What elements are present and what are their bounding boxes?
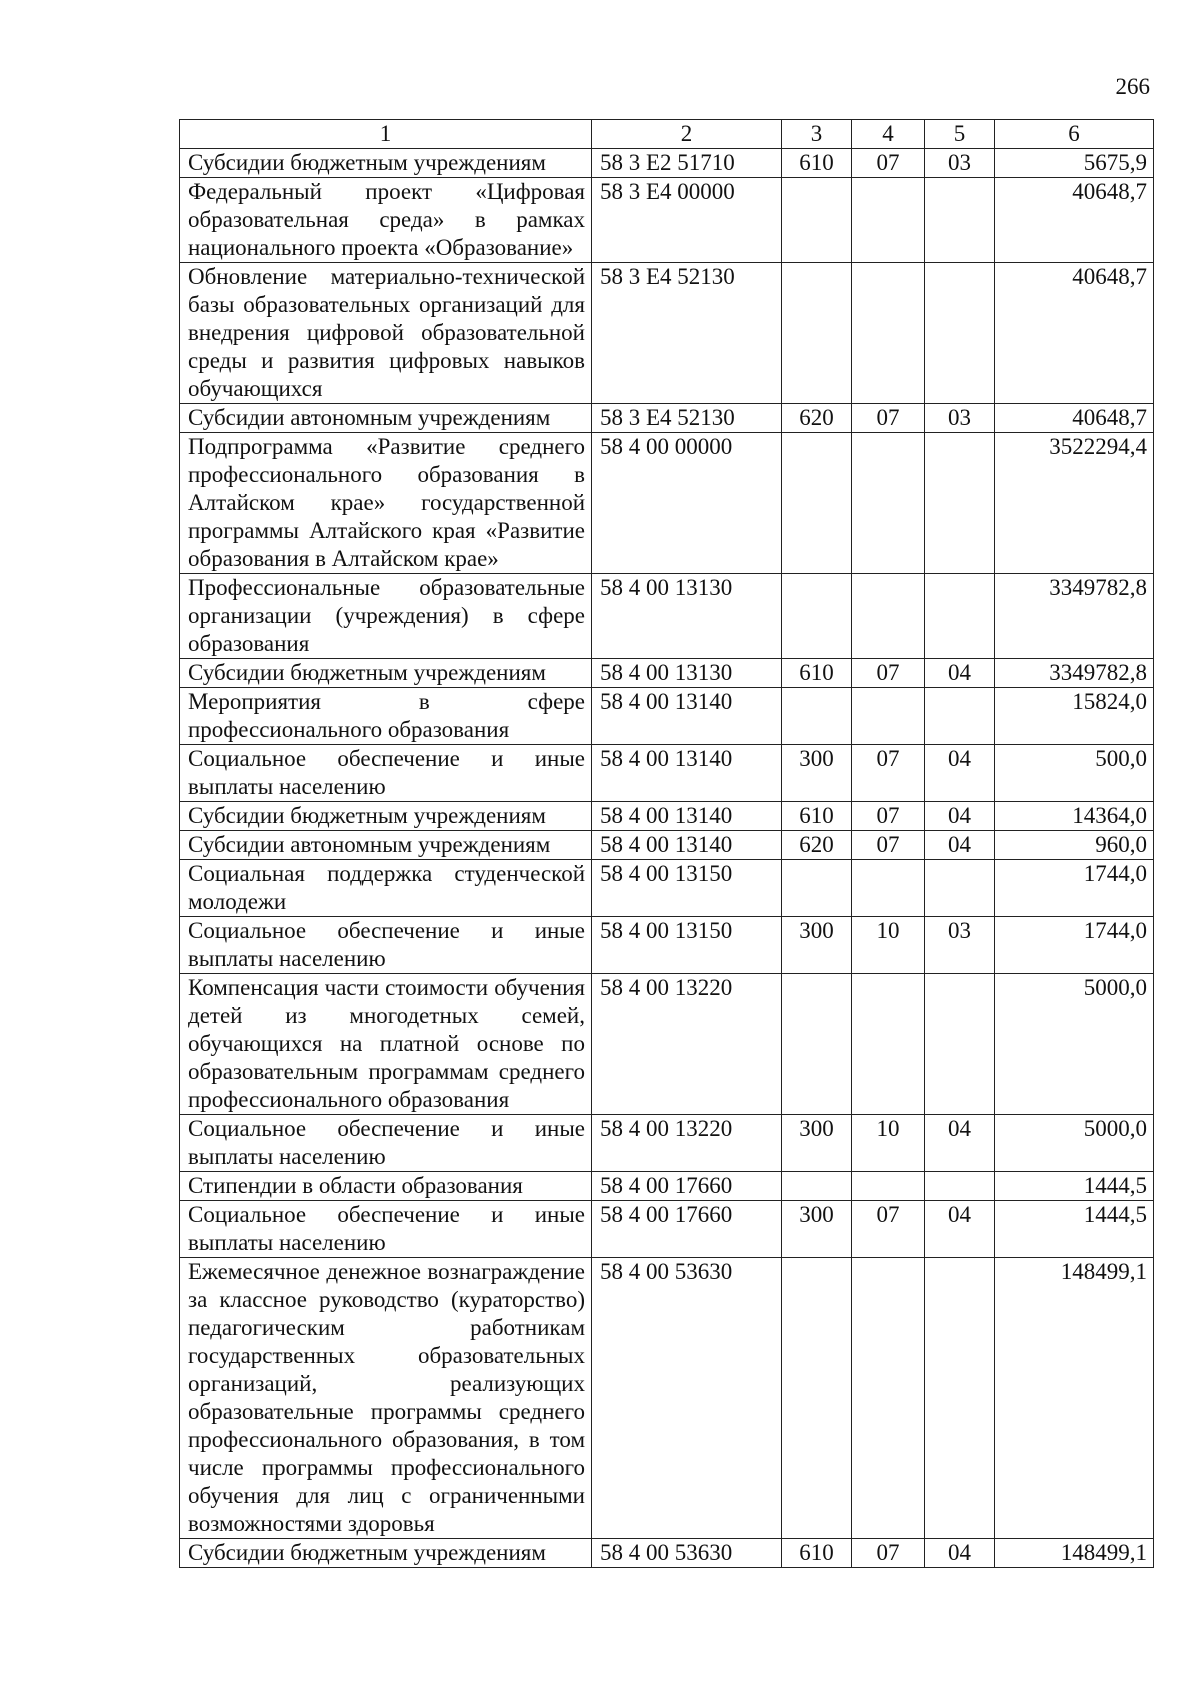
subsection-cell: [925, 974, 995, 1115]
expense-type-cell: 300: [782, 1201, 852, 1258]
target-code-cell: 58 4 00 13220: [592, 974, 782, 1115]
amount-cell: 960,0: [995, 831, 1154, 860]
table-row: [180, 574, 1154, 659]
subsection-cell: 04: [925, 831, 995, 860]
item-name-cell: Федеральный проект «Цифровая образовательная среда» в рамках национального проекта «Образование»: [180, 178, 592, 263]
subsection-cell: [925, 688, 995, 745]
column-header: 6: [995, 120, 1154, 149]
section-cell: 07: [852, 1201, 925, 1258]
page-number: 266: [1115, 74, 1150, 99]
subsection-cell: [925, 263, 995, 404]
amount-cell: 148499,1: [995, 1258, 1154, 1539]
amount-cell: 3349782,8: [995, 659, 1154, 688]
table-row: [180, 745, 1154, 802]
item-name-cell: Субсидии бюджетным учреждениям: [180, 149, 592, 178]
table-row: [180, 974, 1154, 1115]
amount-cell: 40648,7: [995, 404, 1154, 433]
amount-cell: 5675,9: [995, 149, 1154, 178]
item-name-cell: Социальное обеспечение и иные выплаты населению: [180, 917, 592, 974]
expense-type-cell: [782, 1172, 852, 1201]
subsection-cell: [925, 1258, 995, 1539]
item-name-cell: Компенсация части стоимости обучения детей из многодетных семей, обучающихся на платной основе по образовательным программам среднего профессионального образования: [180, 974, 592, 1115]
section-cell: [852, 433, 925, 574]
table-row: [180, 860, 1154, 917]
expense-type-cell: [782, 1258, 852, 1539]
expense-type-cell: 300: [782, 745, 852, 802]
section-cell: 07: [852, 149, 925, 178]
expense-type-cell: [782, 433, 852, 574]
item-name-cell: Мероприятия в сфере профессионального образования: [180, 688, 592, 745]
target-code-cell: 58 3 E4 00000: [592, 178, 782, 263]
subsection-cell: 04: [925, 1201, 995, 1258]
item-name-cell: Стипендии в области образования: [180, 1172, 592, 1201]
subsection-cell: [925, 178, 995, 263]
target-code-cell: 58 4 00 13150: [592, 917, 782, 974]
subsection-cell: 04: [925, 659, 995, 688]
section-cell: 10: [852, 1115, 925, 1172]
column-header: 1: [180, 120, 592, 149]
amount-cell: 5000,0: [995, 974, 1154, 1115]
section-cell: 07: [852, 745, 925, 802]
target-code-cell: 58 4 00 13140: [592, 802, 782, 831]
subsection-cell: [925, 1172, 995, 1201]
item-name-cell: Ежемесячное денежное вознаграждение за классное руководство (кураторство) педагогическим работникам государственных образовательных организаций, реализующих образовательные программы среднего профессионального образования, в том числе программы профессионального обучения для лиц с ограниченными возможностями здоровья: [180, 1258, 592, 1539]
table-row: [180, 263, 1154, 404]
item-name-cell: Социальное обеспечение и иные выплаты населению: [180, 1115, 592, 1172]
amount-cell: 3522294,4: [995, 433, 1154, 574]
target-code-cell: 58 3 E2 51710: [592, 149, 782, 178]
subsection-cell: 04: [925, 745, 995, 802]
amount-cell: 1744,0: [995, 917, 1154, 974]
section-cell: [852, 974, 925, 1115]
target-code-cell: 58 4 00 17660: [592, 1201, 782, 1258]
section-cell: 07: [852, 831, 925, 860]
target-code-cell: 58 4 00 13130: [592, 659, 782, 688]
subsection-cell: 04: [925, 1539, 995, 1568]
table-row: [180, 659, 1154, 688]
item-name-cell: Субсидии автономным учреждениям: [180, 404, 592, 433]
expense-type-cell: [782, 178, 852, 263]
column-header: 2: [592, 120, 782, 149]
subsection-cell: [925, 860, 995, 917]
target-code-cell: 58 4 00 53630: [592, 1539, 782, 1568]
expense-type-cell: 610: [782, 659, 852, 688]
section-cell: 10: [852, 917, 925, 974]
item-name-cell: Субсидии бюджетным учреждениям: [180, 659, 592, 688]
column-header: 4: [852, 120, 925, 149]
table-row: [180, 149, 1154, 178]
column-header: 5: [925, 120, 995, 149]
amount-cell: 14364,0: [995, 802, 1154, 831]
subsection-cell: 03: [925, 404, 995, 433]
target-code-cell: 58 4 00 17660: [592, 1172, 782, 1201]
subsection-cell: 04: [925, 1115, 995, 1172]
table-row: [180, 831, 1154, 860]
item-name-cell: Обновление материально-технической базы образовательных организаций для внедрения цифровой образовательной среды и развития цифровых навыков обучающихся: [180, 263, 592, 404]
expense-type-cell: [782, 263, 852, 404]
expense-type-cell: 610: [782, 1539, 852, 1568]
section-cell: [852, 688, 925, 745]
expense-type-cell: [782, 688, 852, 745]
amount-cell: 40648,7: [995, 263, 1154, 404]
target-code-cell: 58 4 00 13140: [592, 831, 782, 860]
table-row: [180, 917, 1154, 974]
target-code-cell: 58 4 00 13150: [592, 860, 782, 917]
subsection-cell: 03: [925, 149, 995, 178]
expense-type-cell: 620: [782, 831, 852, 860]
item-name-cell: Субсидии автономным учреждениям: [180, 831, 592, 860]
expense-type-cell: 610: [782, 149, 852, 178]
amount-cell: 40648,7: [995, 178, 1154, 263]
table-row: [180, 1201, 1154, 1258]
expense-type-cell: 610: [782, 802, 852, 831]
subsection-cell: [925, 433, 995, 574]
target-code-cell: 58 3 E4 52130: [592, 263, 782, 404]
expense-type-cell: [782, 860, 852, 917]
section-cell: [852, 1258, 925, 1539]
item-name-cell: Подпрограмма «Развитие среднего профессионального образования в Алтайском крае» государственной программы Алтайского края «Развитие образования в Алтайском крае»: [180, 433, 592, 574]
section-cell: [852, 178, 925, 263]
item-name-cell: Социальная поддержка студенческой молодежи: [180, 860, 592, 917]
section-cell: [852, 1172, 925, 1201]
item-name-cell: Социальное обеспечение и иные выплаты населению: [180, 745, 592, 802]
table-row: [180, 1258, 1154, 1539]
column-header: 3: [782, 120, 852, 149]
column-number-row: [180, 120, 1154, 149]
amount-cell: 1744,0: [995, 860, 1154, 917]
amount-cell: 15824,0: [995, 688, 1154, 745]
target-code-cell: 58 3 E4 52130: [592, 404, 782, 433]
table-row: [180, 1115, 1154, 1172]
expense-type-cell: 300: [782, 917, 852, 974]
amount-cell: 148499,1: [995, 1539, 1154, 1568]
item-name-cell: Субсидии бюджетным учреждениям: [180, 802, 592, 831]
section-cell: 07: [852, 802, 925, 831]
item-name-cell: Профессиональные образовательные организации (учреждения) в сфере образования: [180, 574, 592, 659]
expense-type-cell: [782, 974, 852, 1115]
section-cell: [852, 860, 925, 917]
amount-cell: 500,0: [995, 745, 1154, 802]
target-code-cell: 58 4 00 00000: [592, 433, 782, 574]
table-row: [180, 404, 1154, 433]
section-cell: 07: [852, 1539, 925, 1568]
section-cell: 07: [852, 659, 925, 688]
table-row: [180, 178, 1154, 263]
table-row: [180, 1172, 1154, 1201]
target-code-cell: 58 4 00 13130: [592, 574, 782, 659]
table-row: [180, 688, 1154, 745]
item-name-cell: Социальное обеспечение и иные выплаты населению: [180, 1201, 592, 1258]
target-code-cell: 58 4 00 13140: [592, 745, 782, 802]
subsection-cell: [925, 574, 995, 659]
expense-type-cell: 620: [782, 404, 852, 433]
table-row: [180, 433, 1154, 574]
section-cell: [852, 574, 925, 659]
section-cell: 07: [852, 404, 925, 433]
subsection-cell: 03: [925, 917, 995, 974]
target-code-cell: 58 4 00 13140: [592, 688, 782, 745]
amount-cell: 3349782,8: [995, 574, 1154, 659]
table-row: [180, 1539, 1154, 1568]
amount-cell: 1444,5: [995, 1172, 1154, 1201]
amount-cell: 5000,0: [995, 1115, 1154, 1172]
expense-type-cell: 300: [782, 1115, 852, 1172]
subsection-cell: 04: [925, 802, 995, 831]
amount-cell: 1444,5: [995, 1201, 1154, 1258]
table-row: [180, 802, 1154, 831]
target-code-cell: 58 4 00 13220: [592, 1115, 782, 1172]
budget-table-body: [180, 120, 1154, 1568]
section-cell: [852, 263, 925, 404]
target-code-cell: 58 4 00 53630: [592, 1258, 782, 1539]
budget-table: [179, 119, 1154, 1568]
item-name-cell: Субсидии бюджетным учреждениям: [180, 1539, 592, 1568]
expense-type-cell: [782, 574, 852, 659]
